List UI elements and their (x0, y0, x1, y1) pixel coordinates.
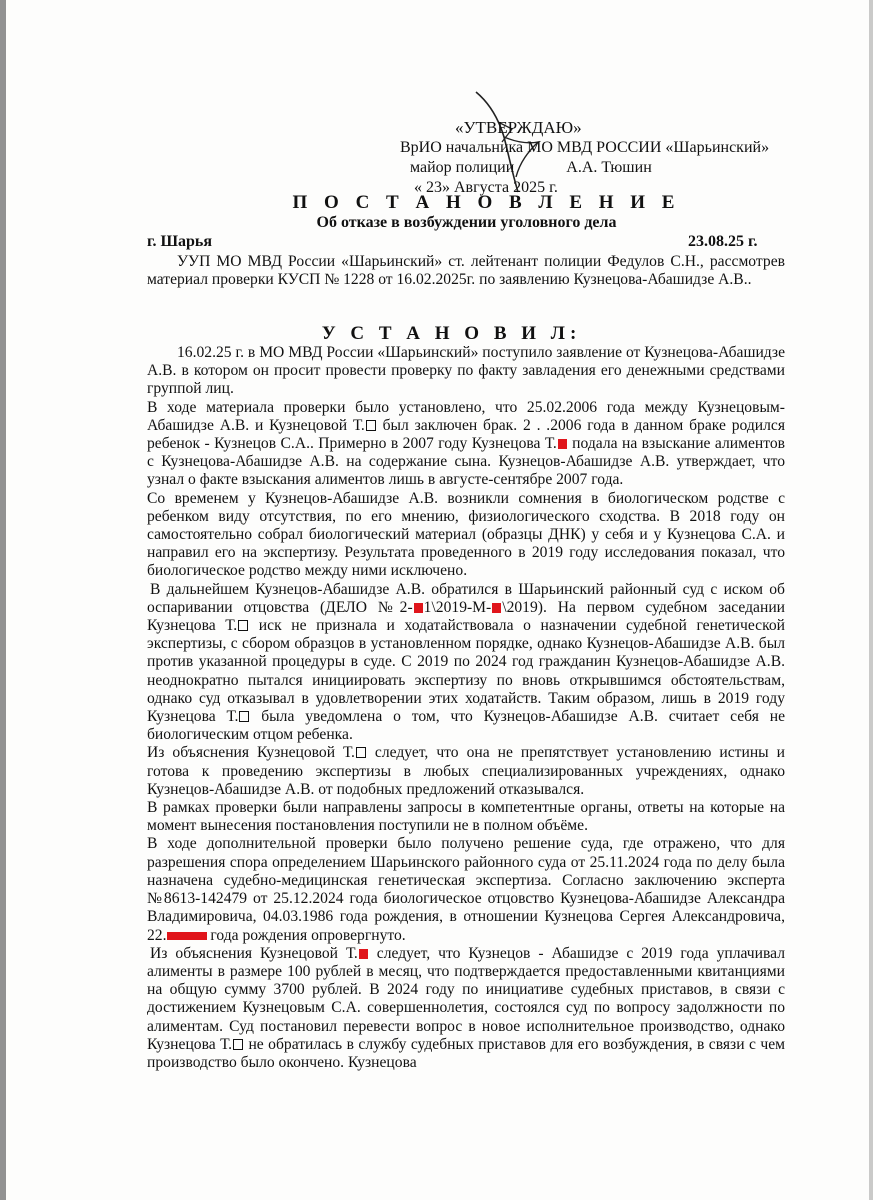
preamble-paragraph: УУП МО МВД России «Шарьинский» ст. лейтенант полиции Федулов С.Н., рассмотрев материал проверки КУСП № 1228 от 16.02.2025г. по заявлению Кузнецова-Абашидзе А.В.. (147, 253, 785, 289)
redaction-box (239, 711, 249, 722)
approval-date: « 23» Августа 2025 г. (414, 179, 558, 196)
paragraph-2-part: был заключен брак. 2 . .2006 года в данном браке родился ребенок - Кузнецов С.А.. Примерно в 2007 году Кузнецова Т. (147, 416, 785, 453)
paragraph-8-part: Из объяснения Кузнецовой Т. (150, 944, 358, 962)
redaction-mark (414, 603, 423, 613)
redaction-box (233, 1039, 243, 1050)
established-heading: У С Т А Н О В И Л: (321, 323, 582, 344)
paragraph-1: 16.02.25 г. в МО МВД России «Шарьинский» поступило заявление от Кузнецова-Абашидзе А.В. в котором он просит провести проверку по факту завладения его денежными средствами группой лиц. (147, 344, 785, 398)
approval-name: А.А. Тюшин (566, 159, 652, 176)
document-date: 23.08.25 г. (688, 233, 758, 250)
paragraph-3: Со временем у Кузнецов-Абашидзе А.В. возникли сомнения в биологическом родстве с ребенком виду отсутствия, по его мнению, физиологического сходства. В 2018 году он самостоятельно собрал биологический материал (образцы ДНК) у себя и у Кузнецова С.А. и направил его на экспертизу. Результата проведенного в 2019 году исследования показал, что биологическое родство между ними исключено. (147, 489, 785, 580)
paragraph-6: В рамках проверки были направлены запросы в компетентные органы, ответы на которые на момент вынесения постановления поступили не в полном объёме. (147, 799, 785, 835)
paragraph-8-part: не обратилась в службу судебных приставов для его возбуждения, в связи с чем производство было окончено. Кузнецова (147, 1035, 785, 1071)
body-text (147, 344, 785, 1072)
redaction-mark (359, 949, 368, 959)
paragraph-7-part: года рождения опровергнуто. (206, 926, 406, 944)
approval-rank: майор полиции (410, 159, 515, 176)
paragraph-8-part: следует, что Кузнецов - Абашидзе с 2019 года уплачивал алименты в размере 100 рублей в месяц, что подтверждается предоставленными квитанциями на общую сумму 3700 рублей. В 2024 году по инициативе судебных приставов, в связи с достижением Кузнецовым С.А. совершеннолетия, состоялся суд по вопросу задолжности по алиментам. Суд постановил перевести вопрос в новое исполнительное производство, однако Кузнецова Т. (147, 944, 785, 1053)
paragraph-7 (147, 835, 785, 944)
paragraph-2-part: В ходе материала проверки было установлено, что 25.02.2006 года между Кузнецовым-Абашидзе А.В. и Кузнецовой Т. (147, 398, 785, 434)
paragraph-8 (147, 945, 785, 1072)
approval-rank-name (400, 158, 800, 178)
document-subtitle: Об отказе в возбуждении уголовного дела (316, 214, 617, 231)
paragraph-4-part: была уведомлена о том, что Кузнецов-Абашидзе А.В. считает себя не биологическим отцом ребенка. (147, 708, 785, 744)
approval-title: «УТВЕРЖДАЮ» (455, 118, 582, 137)
paragraph-4-part: иск не признала и ходатайствовала о назначении судебной генетической экспертизы, с сбором образцов в установленном порядке, однако Кузнецов-Абашидзе А.В. был против указанной процедуры в суде. С 2019 по 2024 год гражданин Кузнецов-Абашидзе А.В. неоднократно пытался инициировать экспертизу по вновь открывшимся обстоятельствам, однако суд отказывал в удовлетворении этих ходатайств. Таким образом, лишь в 2019 году Кузнецова Т. (147, 617, 786, 726)
redaction-box (238, 620, 248, 631)
paragraph-4 (147, 581, 785, 745)
scan-left-edge (0, 0, 6, 1200)
paragraph-4-part: 1\2019-М- (423, 598, 492, 616)
paragraph-5-part: следует, что она не препятствует установлению истины и готова к проведению экспертизы в любых специализированных учреждениях, однако Кузнецов-Абашидзе А.В. от подобных предложений отказывался. (147, 744, 785, 798)
paragraph-5 (147, 744, 785, 799)
paragraph-2-part: подала на взыскание алиментов с Кузнецова-Абашидзе А.В. на содержание сына. Кузнецов-Абашидзе А.В. утверждает, что узнал о факте взыскания алиментов лишь в августе-сентябре 2007 года. (147, 435, 785, 489)
redaction-box (356, 747, 366, 758)
document-title: П О С Т А Н О В Л Е Н И Е (292, 192, 681, 213)
paragraph-4-part: \2019). На первом судебном заседании Кузнецова Т. (147, 598, 786, 635)
paragraph-7-part: В ходе дополнительной проверки было получено решение суда, где отражено, что для разрешения спора определением Шарьинского районного суда от 25.11.2024 года по делу была назначена судебно-медицинская генетическая экспертиза. Согласно заключению эксперта №8613-142479 от 25.12.2024 года биологическое отцовство Кузнецова-Абашидзе Александра Владимировича, 04.03.1986 года рождения, в отношении Кузнецова Сергея Александровича, 22. (147, 835, 785, 944)
document-city: г. Шарья (147, 233, 213, 250)
redaction-bar (167, 932, 207, 940)
redaction-mark (558, 439, 567, 449)
scan-right-edge (869, 0, 873, 1200)
redaction-mark (492, 603, 501, 613)
approval-position: ВрИО начальника МО МВД РОССИИ «Шарьинский» (400, 139, 770, 156)
paragraph-2 (147, 399, 785, 490)
paragraph-4-part: В дальнейшем Кузнецов-Абашидзе А.В. обратился в Шарьинский районный суд с иском об оспаривании отцовства (ДЕЛО №2- (147, 580, 785, 616)
paragraph-5-part: Из объяснения Кузнецовой Т. (147, 744, 355, 762)
approval-block (400, 118, 800, 198)
redaction-box (366, 420, 376, 431)
